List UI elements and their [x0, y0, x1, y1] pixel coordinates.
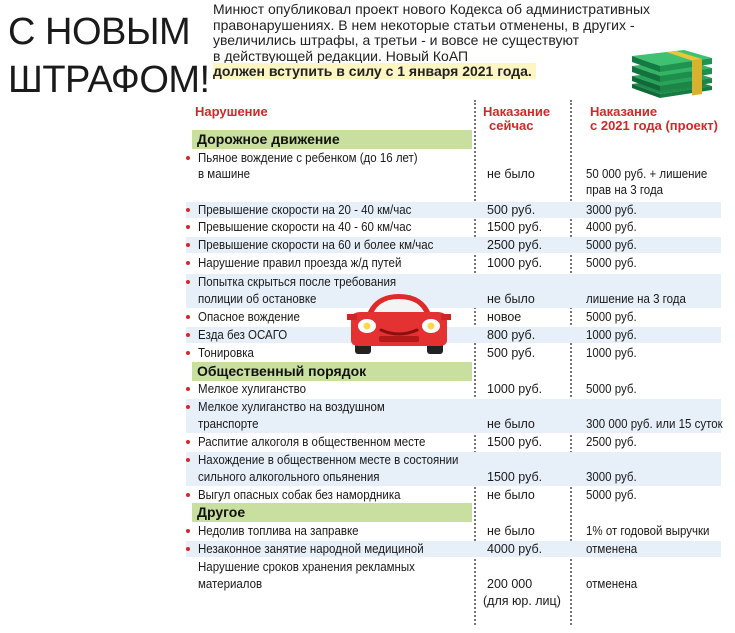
intro-line-4: в действующей редакции. Новый КоАП — [213, 47, 469, 64]
table-row: Недолив топлива на заправке не было 1% от годовой выручки — [186, 523, 721, 539]
table-row: Опасное вождение новое 5000 руб. — [186, 309, 721, 325]
table-row: Тонировка 500 руб. 1000 руб. — [186, 345, 721, 361]
table-row: Нахождение в общественном месте в состоянии сильного алкогольного опьянения 1500 руб. 3000 руб. — [186, 452, 721, 486]
table-row: Езда без ОСАГО 800 руб. 1000 руб. — [186, 327, 721, 343]
column-header-current: Наказание сейчас — [483, 104, 551, 133]
table-row: Выгул опасных собак без намордника не было 5000 руб. — [186, 487, 721, 503]
intro-highlight: должен вступить в силу с 1 января 2021 года. — [213, 63, 536, 79]
intro-line-1: Минюст опубликовал проект нового Кодекса об административных — [213, 1, 651, 17]
table-row: Нарушение сроков хранения рекламных материалов 200 000 (для юр. лиц) отменена — [198, 560, 638, 608]
money-stack-icon — [626, 48, 718, 98]
column-header-violation: Нарушение — [195, 104, 268, 119]
bullet — [186, 156, 190, 160]
table-row: Мелкое хулиганство 1000 руб. 5000 руб. — [186, 381, 721, 397]
column-header-future: Наказание с 2021 года (проект) — [590, 104, 718, 133]
red-car-icon — [345, 290, 453, 356]
table-row: Попытка скрыться после требования полиции об остановке не было лишение на 3 года — [186, 274, 721, 308]
table-row: Нарушение правил проезда ж/д путей 1000 руб. 5000 руб. — [186, 255, 721, 271]
table-row: Мелкое хулиганство на воздушном транспорте не было 300 000 руб. или 15 суток — [186, 399, 721, 433]
table-row: Превышение скорости на 20 - 40 км/час 500 руб. 3000 руб. — [186, 202, 721, 218]
intro-line-2: правонарушениях. В нем некоторые статьи отменены, в других - — [213, 16, 635, 33]
table-row: Распитие алкоголя в общественном месте 1500 руб. 2500 руб. — [186, 434, 721, 450]
table-row: Превышение скорости на 40 - 60 км/час 1500 руб. 4000 руб. — [186, 219, 721, 235]
section-public-order: Общественный порядок — [192, 362, 472, 381]
table-row: Пьяное вождение с ребенком (до 16 лет) в машине не было 50 000 руб. + лишение прав на 3 года — [186, 150, 721, 198]
intro-line-3: увеличились штрафы, а третьи - и вовсе не существуют — [213, 32, 580, 48]
headline-line-1: С НОВЫМ — [8, 11, 191, 53]
section-other: Другое — [192, 503, 472, 522]
headline — [8, 8, 208, 104]
headline-line-2: ШТРАФОМ! — [8, 59, 210, 101]
table-row: Незаконное занятие народной медициной 4000 руб. отменена — [186, 541, 721, 557]
section-traffic: Дорожное движение — [192, 130, 472, 149]
table-row: Превышение скорости на 60 и более км/час 2500 руб. 5000 руб. — [186, 237, 721, 253]
